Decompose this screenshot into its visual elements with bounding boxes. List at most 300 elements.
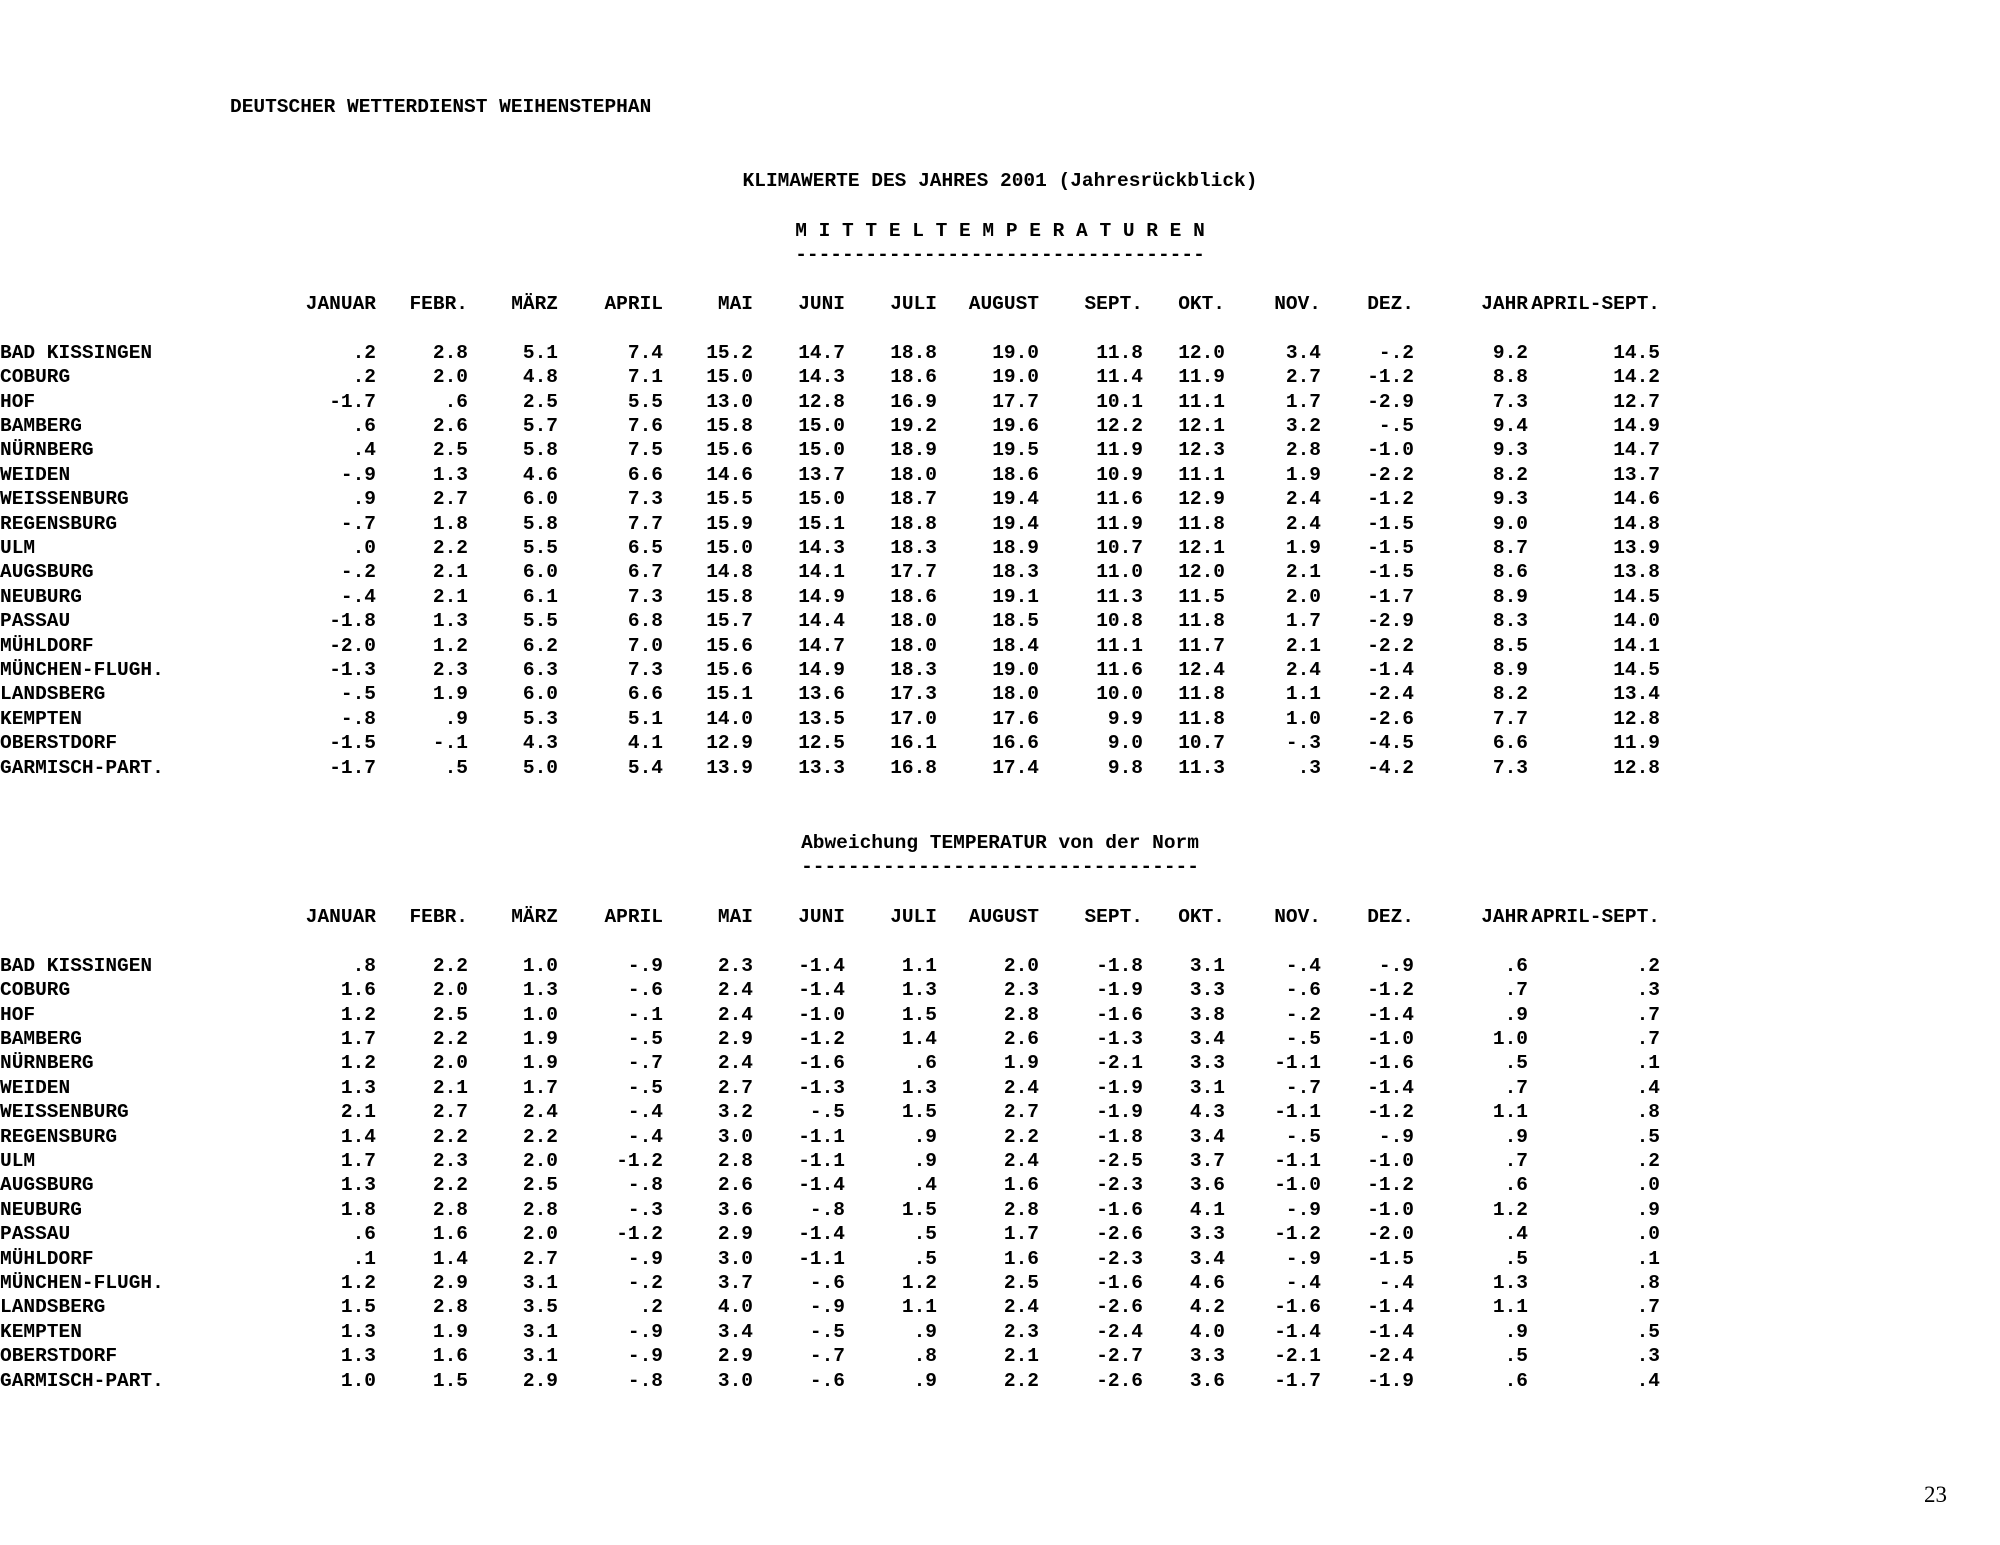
value-cell: 1.5 — [901, 1101, 937, 1124]
value-cell: 4.3 — [1189, 1101, 1225, 1124]
value-cell: .2 — [1636, 954, 1660, 977]
value-cell: -2.4 — [1367, 683, 1414, 706]
value-cell: 6.6 — [627, 683, 663, 706]
value-cell: .5 — [1636, 1320, 1660, 1343]
value-cell: -1.8 — [1096, 954, 1143, 977]
column-header: NOV. — [1274, 293, 1321, 315]
value-cell: 10.0 — [1096, 683, 1143, 706]
value-cell: 11.9 — [1178, 366, 1225, 389]
value-cell: 11.4 — [1096, 366, 1143, 389]
value-cell: 19.1 — [992, 585, 1039, 608]
value-cell: 12.8 — [798, 390, 845, 413]
value-cell: 8.9 — [1492, 659, 1528, 682]
value-cell: .4 — [1504, 1223, 1528, 1246]
value-cell: -1.4 — [1274, 1320, 1321, 1343]
value-cell: .2 — [352, 366, 376, 389]
station-name: HOF — [0, 390, 36, 413]
column-header: APRIL — [604, 906, 663, 928]
value-cell: 3.3 — [1189, 1223, 1225, 1246]
value-cell: 1.1 — [901, 1296, 937, 1319]
value-cell: 14.7 — [798, 341, 845, 364]
value-cell: 1.1 — [901, 954, 937, 977]
value-cell: -2.2 — [1367, 463, 1414, 486]
value-cell: 2.3 — [432, 1150, 468, 1173]
station-name: MÜNCHEN-FLUGH. — [0, 1272, 164, 1295]
value-cell: 12.8 — [1613, 756, 1660, 779]
value-cell: .6 — [913, 1052, 937, 1075]
table-row — [0, 1051, 1660, 1075]
value-cell: 3.8 — [1189, 1003, 1225, 1026]
value-cell: 8.2 — [1492, 683, 1528, 706]
value-cell: 2.8 — [1003, 1198, 1039, 1221]
value-cell: .9 — [444, 707, 468, 730]
column-header: JULI — [890, 906, 937, 928]
station-name: BAMBERG — [0, 415, 82, 438]
value-cell: 1.3 — [901, 1076, 937, 1099]
value-cell: 15.6 — [706, 659, 753, 682]
value-cell: -.2 — [340, 561, 376, 584]
value-cell: 18.9 — [890, 439, 937, 462]
value-cell: 12.7 — [1613, 390, 1660, 413]
value-cell: .3 — [1297, 756, 1321, 779]
value-cell: 18.3 — [890, 659, 937, 682]
value-cell: -.4 — [627, 1125, 663, 1148]
value-cell: -1.9 — [1096, 1101, 1143, 1124]
value-cell: -.5 — [809, 1101, 845, 1124]
station-name: NEUBURG — [0, 585, 82, 608]
value-cell: 11.1 — [1178, 463, 1225, 486]
value-cell: 2.4 — [1003, 1296, 1039, 1319]
value-cell: 1.8 — [432, 512, 468, 535]
value-cell: 15.6 — [706, 439, 753, 462]
value-cell: -.2 — [627, 1272, 663, 1295]
value-cell: 14.2 — [1613, 366, 1660, 389]
value-cell: 16.1 — [890, 732, 937, 755]
value-cell: -2.4 — [1367, 1345, 1414, 1368]
table-row — [0, 1271, 1660, 1295]
table-row — [0, 1173, 1660, 1197]
value-cell: .9 — [913, 1150, 937, 1173]
value-cell: 1.3 — [901, 979, 937, 1002]
value-cell: 18.0 — [890, 610, 937, 633]
table-row — [0, 731, 1660, 755]
section-title-deviation: Abweichung TEMPERATUR von der Norm — [801, 832, 1199, 854]
station-name: BAD KISSINGEN — [0, 341, 153, 364]
value-cell: 17.4 — [992, 756, 1039, 779]
column-header: JANUAR — [305, 293, 376, 315]
value-cell: 1.5 — [432, 1369, 468, 1392]
value-cell: 2.9 — [432, 1272, 468, 1295]
value-cell: 2.5 — [1003, 1272, 1039, 1295]
value-cell: .8 — [913, 1345, 937, 1368]
value-cell: -1.3 — [1096, 1028, 1143, 1051]
value-cell: 14.4 — [798, 610, 845, 633]
value-cell: -.2 — [1378, 341, 1414, 364]
value-cell: 12.8 — [1613, 707, 1660, 730]
value-cell: 7.5 — [627, 439, 663, 462]
table-row — [0, 1222, 1660, 1246]
table-row — [0, 560, 1660, 584]
value-cell: -1.0 — [1274, 1174, 1321, 1197]
value-cell: 2.4 — [1003, 1150, 1039, 1173]
value-cell: 2.6 — [717, 1174, 753, 1197]
value-cell: 3.1 — [1189, 954, 1225, 977]
value-cell: 3.1 — [522, 1272, 558, 1295]
value-cell: -1.0 — [1367, 1198, 1414, 1221]
value-cell: -2.2 — [1367, 634, 1414, 657]
value-cell: 5.4 — [627, 756, 663, 779]
value-cell: 1.3 — [1492, 1272, 1528, 1295]
value-cell: .8 — [1636, 1101, 1660, 1124]
column-header: JUNI — [798, 906, 845, 928]
value-cell: 14.3 — [798, 366, 845, 389]
value-cell: 3.7 — [1189, 1150, 1225, 1173]
value-cell: 11.7 — [1178, 634, 1225, 657]
station-name: BAD KISSINGEN — [0, 954, 153, 977]
value-cell: 9.0 — [1492, 512, 1528, 535]
value-cell: .5 — [1504, 1247, 1528, 1270]
value-cell: 6.2 — [522, 634, 558, 657]
page-number: 23 — [1924, 1482, 1947, 1507]
value-cell: .7 — [1504, 979, 1528, 1002]
value-cell: 2.5 — [432, 439, 468, 462]
value-cell: 1.0 — [1492, 1028, 1528, 1051]
value-cell: 11.3 — [1096, 585, 1143, 608]
value-cell: 1.5 — [901, 1003, 937, 1026]
value-cell: 2.8 — [432, 1198, 468, 1221]
value-cell: 2.0 — [522, 1150, 558, 1173]
value-cell: 1.2 — [901, 1272, 937, 1295]
value-cell: 1.7 — [340, 1150, 376, 1173]
value-cell: 14.5 — [1613, 659, 1660, 682]
value-cell: 18.5 — [992, 610, 1039, 633]
value-cell: 4.2 — [1189, 1296, 1225, 1319]
value-cell: -1.6 — [1274, 1296, 1321, 1319]
value-cell: 3.3 — [1189, 979, 1225, 1002]
column-header: JULI — [890, 293, 937, 315]
value-cell: 3.0 — [717, 1125, 753, 1148]
value-cell: 4.8 — [522, 366, 558, 389]
value-cell: .9 — [1636, 1198, 1660, 1221]
table-row — [0, 1149, 1660, 1173]
value-cell: .2 — [1636, 1150, 1660, 1173]
value-cell: 6.5 — [627, 537, 663, 560]
value-cell: 7.3 — [627, 488, 663, 511]
value-cell: -.7 — [809, 1345, 845, 1368]
value-cell: -1.0 — [1367, 439, 1414, 462]
value-cell: .1 — [1636, 1247, 1660, 1270]
value-cell: 5.8 — [522, 512, 558, 535]
value-cell: 10.1 — [1096, 390, 1143, 413]
value-cell: -1.2 — [1367, 979, 1414, 1002]
table-row — [0, 658, 1660, 682]
value-cell: -.9 — [627, 1345, 663, 1368]
value-cell: .9 — [913, 1320, 937, 1343]
value-cell: -1.4 — [1367, 1003, 1414, 1026]
value-cell: 1.5 — [340, 1296, 376, 1319]
value-cell: -1.8 — [329, 610, 376, 633]
value-cell: 14.8 — [1613, 512, 1660, 535]
value-cell: -1.4 — [1367, 659, 1414, 682]
value-cell: -.5 — [340, 683, 376, 706]
value-cell: -1.8 — [1096, 1125, 1143, 1148]
value-cell: .8 — [1636, 1272, 1660, 1295]
value-cell: 1.9 — [1003, 1052, 1039, 1075]
value-cell: 12.0 — [1178, 341, 1225, 364]
value-cell: 17.0 — [890, 707, 937, 730]
value-cell: 14.3 — [798, 537, 845, 560]
table-row — [0, 390, 1660, 414]
station-name: PASSAU — [0, 1223, 71, 1246]
value-cell: 2.7 — [522, 1247, 558, 1270]
table-row — [0, 978, 1660, 1002]
value-cell: -1.2 — [616, 1150, 663, 1173]
value-cell: 2.0 — [1285, 585, 1321, 608]
value-cell: .7 — [1636, 1003, 1660, 1026]
value-cell: 18.3 — [890, 537, 937, 560]
value-cell: .6 — [1504, 1174, 1528, 1197]
value-cell: 2.4 — [1285, 488, 1321, 511]
value-cell: 18.6 — [890, 585, 937, 608]
value-cell: 15.7 — [706, 610, 753, 633]
value-cell: 2.1 — [1003, 1345, 1039, 1368]
value-cell: -1.7 — [1274, 1369, 1321, 1392]
value-cell: 9.0 — [1107, 732, 1143, 755]
value-cell: -.7 — [627, 1052, 663, 1075]
value-cell: 2.5 — [522, 390, 558, 413]
value-cell: 5.8 — [522, 439, 558, 462]
value-cell: 1.6 — [432, 1223, 468, 1246]
value-cell: 3.2 — [1285, 415, 1321, 438]
value-cell: 8.5 — [1492, 634, 1528, 657]
value-cell: .2 — [639, 1296, 663, 1319]
value-cell: -2.9 — [1367, 390, 1414, 413]
value-cell: 2.6 — [432, 415, 468, 438]
value-cell: -1.2 — [1274, 1223, 1321, 1246]
value-cell: 14.6 — [1613, 488, 1660, 511]
value-cell: -2.7 — [1096, 1345, 1143, 1368]
value-cell: 1.6 — [1003, 1247, 1039, 1270]
value-cell: -1.1 — [1274, 1101, 1321, 1124]
value-cell: -.8 — [809, 1198, 845, 1221]
value-cell: .6 — [444, 390, 468, 413]
table-row — [0, 585, 1660, 609]
value-cell: 7.3 — [627, 659, 663, 682]
value-cell: -1.9 — [1367, 1369, 1414, 1392]
value-cell: 13.3 — [798, 756, 845, 779]
value-cell: 1.6 — [340, 979, 376, 1002]
station-name: LANDSBERG — [0, 1296, 106, 1319]
value-cell: 3.6 — [1189, 1174, 1225, 1197]
value-cell: 7.1 — [627, 366, 663, 389]
value-cell: 11.9 — [1613, 732, 1660, 755]
table-row — [0, 634, 1660, 658]
value-cell: 17.7 — [890, 561, 937, 584]
value-cell: -2.6 — [1096, 1369, 1143, 1392]
value-cell: .5 — [913, 1223, 937, 1246]
table-row — [0, 463, 1660, 487]
value-cell: 2.0 — [432, 1052, 468, 1075]
value-cell: 2.3 — [1003, 1320, 1039, 1343]
value-cell: 3.4 — [717, 1320, 753, 1343]
value-cell: 4.0 — [1189, 1320, 1225, 1343]
value-cell: 2.6 — [1003, 1028, 1039, 1051]
value-cell: .7 — [1636, 1028, 1660, 1051]
column-header: NOV. — [1274, 906, 1321, 928]
value-cell: -.9 — [1285, 1247, 1321, 1270]
station-name: NÜRNBERG — [0, 439, 94, 462]
value-cell: .7 — [1636, 1296, 1660, 1319]
value-cell: 3.4 — [1189, 1125, 1225, 1148]
value-cell: 13.7 — [1613, 463, 1660, 486]
value-cell: 1.9 — [1285, 463, 1321, 486]
value-cell: 2.1 — [432, 561, 468, 584]
value-cell: 3.7 — [717, 1272, 753, 1295]
value-cell: 2.4 — [717, 1052, 753, 1075]
station-name: GARMISCH-PART. — [0, 1369, 164, 1392]
value-cell: -.5 — [627, 1028, 663, 1051]
value-cell: .4 — [352, 439, 376, 462]
value-cell: 1.6 — [1003, 1174, 1039, 1197]
value-cell: 2.0 — [432, 979, 468, 1002]
value-cell: 2.2 — [432, 1125, 468, 1148]
value-cell: 14.9 — [798, 659, 845, 682]
value-cell: 18.0 — [890, 634, 937, 657]
table-row — [0, 536, 1660, 560]
value-cell: -1.2 — [616, 1223, 663, 1246]
value-cell: -.1 — [432, 732, 468, 755]
value-cell: -2.0 — [1367, 1223, 1414, 1246]
value-cell: 11.9 — [1096, 439, 1143, 462]
value-cell: 4.0 — [717, 1296, 753, 1319]
value-cell: 12.2 — [1096, 415, 1143, 438]
table-row — [0, 1003, 1660, 1027]
value-cell: 3.4 — [1189, 1028, 1225, 1051]
value-cell: -1.3 — [329, 659, 376, 682]
value-cell: -2.1 — [1096, 1052, 1143, 1075]
value-cell: 15.6 — [706, 634, 753, 657]
value-cell: 2.9 — [717, 1345, 753, 1368]
value-cell: 1.3 — [432, 463, 468, 486]
value-cell: 1.3 — [340, 1076, 376, 1099]
table-row — [0, 609, 1660, 633]
value-cell: .0 — [1636, 1174, 1660, 1197]
column-header: APRIL-SEPT. — [1531, 293, 1660, 315]
station-name: REGENSBURG — [0, 1125, 118, 1148]
value-cell: 2.1 — [432, 1076, 468, 1099]
column-header: AUGUST — [968, 906, 1039, 928]
column-header: OKT. — [1178, 906, 1225, 928]
value-cell: -.4 — [627, 1101, 663, 1124]
value-cell: 7.3 — [1492, 390, 1528, 413]
value-cell: 16.9 — [890, 390, 937, 413]
value-cell: 14.1 — [798, 561, 845, 584]
value-cell: 13.8 — [1613, 561, 1660, 584]
value-cell: 2.1 — [1285, 634, 1321, 657]
value-cell: 19.5 — [992, 439, 1039, 462]
station-name: WEISSENBURG — [0, 488, 129, 511]
value-cell: 14.1 — [1613, 634, 1660, 657]
value-cell: 1.7 — [1003, 1223, 1039, 1246]
value-cell: 18.8 — [890, 512, 937, 535]
value-cell: .1 — [352, 1247, 376, 1270]
value-cell: 7.6 — [627, 415, 663, 438]
value-cell: 2.4 — [1285, 659, 1321, 682]
column-header: FEBR. — [409, 906, 468, 928]
station-name: NEUBURG — [0, 1198, 82, 1221]
value-cell: -1.1 — [798, 1150, 845, 1173]
value-cell: -1.4 — [798, 1174, 845, 1197]
value-cell: -2.0 — [329, 634, 376, 657]
value-cell: 7.0 — [627, 634, 663, 657]
value-cell: 12.0 — [1178, 561, 1225, 584]
value-cell: 7.4 — [627, 341, 663, 364]
value-cell: 14.5 — [1613, 341, 1660, 364]
value-cell: -1.7 — [329, 756, 376, 779]
value-cell: 9.9 — [1107, 707, 1143, 730]
value-cell: 4.1 — [1189, 1198, 1225, 1221]
station-name: OBERSTDORF — [0, 1345, 118, 1368]
value-cell: 1.4 — [901, 1028, 937, 1051]
value-cell: 19.4 — [992, 512, 1039, 535]
value-cell: 11.8 — [1178, 707, 1225, 730]
value-cell: 17.3 — [890, 683, 937, 706]
value-cell: 3.4 — [1189, 1247, 1225, 1270]
value-cell: 13.9 — [706, 756, 753, 779]
value-cell: 19.2 — [890, 415, 937, 438]
value-cell: -.9 — [1285, 1198, 1321, 1221]
value-cell: 2.1 — [340, 1101, 376, 1124]
value-cell: -1.3 — [798, 1076, 845, 1099]
value-cell: -1.4 — [1367, 1320, 1414, 1343]
column-header: FEBR. — [409, 293, 468, 315]
value-cell: 18.6 — [992, 463, 1039, 486]
header-blank-cell — [0, 292, 270, 316]
value-cell: 2.9 — [717, 1028, 753, 1051]
value-cell: 5.1 — [522, 341, 558, 364]
value-cell: -1.5 — [1367, 1247, 1414, 1270]
value-cell: 7.3 — [1492, 756, 1528, 779]
header-blank-cell — [0, 905, 270, 929]
value-cell: 15.0 — [798, 439, 845, 462]
value-cell: 14.9 — [798, 585, 845, 608]
value-cell: 4.1 — [627, 732, 663, 755]
value-cell: .4 — [913, 1174, 937, 1197]
station-name: LANDSBERG — [0, 683, 106, 706]
value-cell: -1.4 — [1367, 1076, 1414, 1099]
value-cell: 18.0 — [890, 463, 937, 486]
value-cell: .4 — [1636, 1076, 1660, 1099]
table-row — [0, 341, 1660, 365]
value-cell: 2.7 — [1003, 1101, 1039, 1124]
station-name: PASSAU — [0, 610, 71, 633]
value-cell: .6 — [352, 415, 376, 438]
station-name: GARMISCH-PART. — [0, 756, 164, 779]
value-cell: 9.3 — [1492, 488, 1528, 511]
value-cell: 1.0 — [340, 1369, 376, 1392]
value-cell: 19.4 — [992, 488, 1039, 511]
report-title: KLIMAWERTE DES JAHRES 2001 (Jahresrückblick) — [742, 170, 1258, 192]
value-cell: 12.3 — [1178, 439, 1225, 462]
column-header: SEPT. — [1084, 293, 1143, 315]
value-cell: 6.0 — [522, 683, 558, 706]
value-cell: 2.7 — [717, 1076, 753, 1099]
value-cell: -1.2 — [798, 1028, 845, 1051]
value-cell: 6.8 — [627, 610, 663, 633]
value-cell: 2.1 — [1285, 561, 1321, 584]
value-cell: -.6 — [1285, 979, 1321, 1002]
value-cell: 11.6 — [1096, 488, 1143, 511]
